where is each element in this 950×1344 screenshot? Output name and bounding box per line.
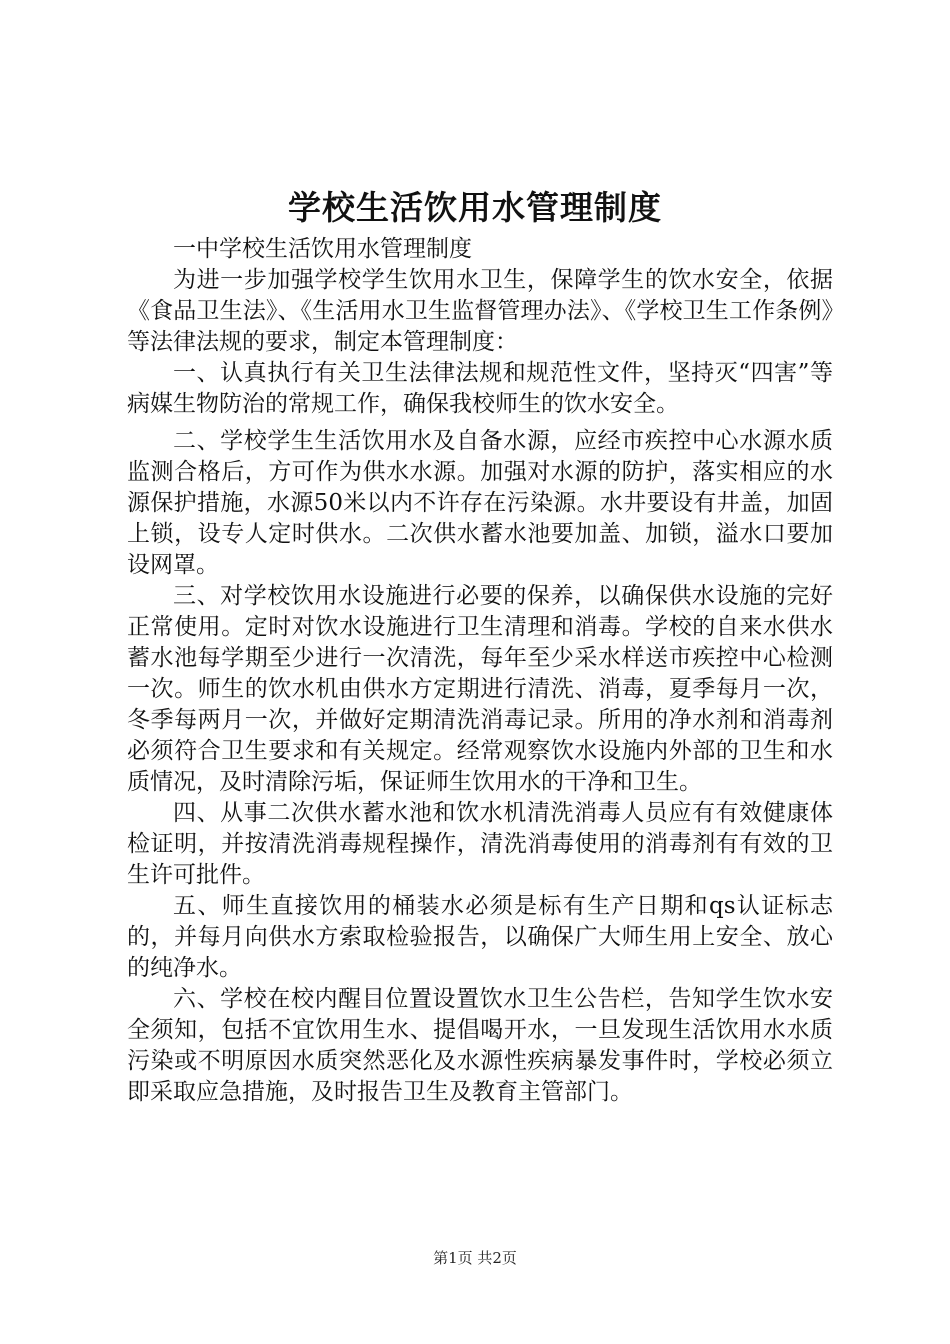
document-title: 学校生活饮用水管理制度 xyxy=(288,188,662,227)
clause-3-paragraph: 三、对学校饮用水设施进行必要的保养，以确保供水设施的完好正常使用。定时对饮水设施进行卫生清理和消毒。学校的自来水供水蓄水池每学期至少进行一次清洗，每年至少采水样送市疾控中心检测一次。师生的饮水机由供水方定期进行清洗、消毒，夏季每月一次，冬季每两月一次，并做好定期清洗消毒记录。所用的净水剂和消毒剂必须符合卫生要求和有关规定。经常观察饮水设施内外部的卫生和水质情况，及时清除污垢，保证师生饮用水的干净和卫生。 xyxy=(127,583,833,795)
clause-4-paragraph: 四、从事二次供水蓄水池和饮水机清洗消毒人员应有有效健康体检证明，并按清洗消毒规程操作，清洗消毒使用的消毒剂有有效的卫生许可批件。 xyxy=(127,800,833,888)
clause-5-paragraph: 五、师生直接饮用的桶装水必须是标有生产日期和qs认证标志的，并每月向供水方索取检验报告，以确保广大师生用上安全、放心的纯净水。 xyxy=(127,893,833,981)
intro-paragraph: 为进一步加强学校学生饮用水卫生，保障学生的饮水安全，依据《食品卫生法》、《生活用水卫生监督管理办法》、《学校卫生工作条例》等法律法规的要求，制定本管理制度： xyxy=(127,267,833,355)
document-subtitle: 一中学校生活饮用水管理制度 xyxy=(173,236,472,262)
clause-2-paragraph: 二、学校学生生活饮用水及自备水源，应经市疾控中心水源水质监测合格后，方可作为供水水源。加强对水源的防护，落实相应的水源保护措施，水源50米以内不许存在污染源。水井要设有井盖，加固上锁，设专人定时供水。二次供水蓄水池要加盖、加锁，溢水口要加设网罩。 xyxy=(127,428,833,578)
document-body xyxy=(127,234,833,1108)
page-number-footer: 第1页 共2页 xyxy=(433,1249,517,1267)
clause-1-paragraph: 一、认真执行有关卫生法律法规和规范性文件，坚持灭“四害”等病媒生物防治的常规工作，确保我校师生的饮水安全。 xyxy=(127,360,833,417)
clause-6-paragraph: 六、学校在校内醒目位置设置饮水卫生公告栏，告知学生饮水安全须知，包括不宜饮用生水、提倡喝开水，一旦发现生活饮用水水质污染或不明原因水质突然恶化及水源性疾病暴发事件时，学校必须立即采取应急措施，及时报告卫生及教育主管部门。 xyxy=(127,986,833,1105)
